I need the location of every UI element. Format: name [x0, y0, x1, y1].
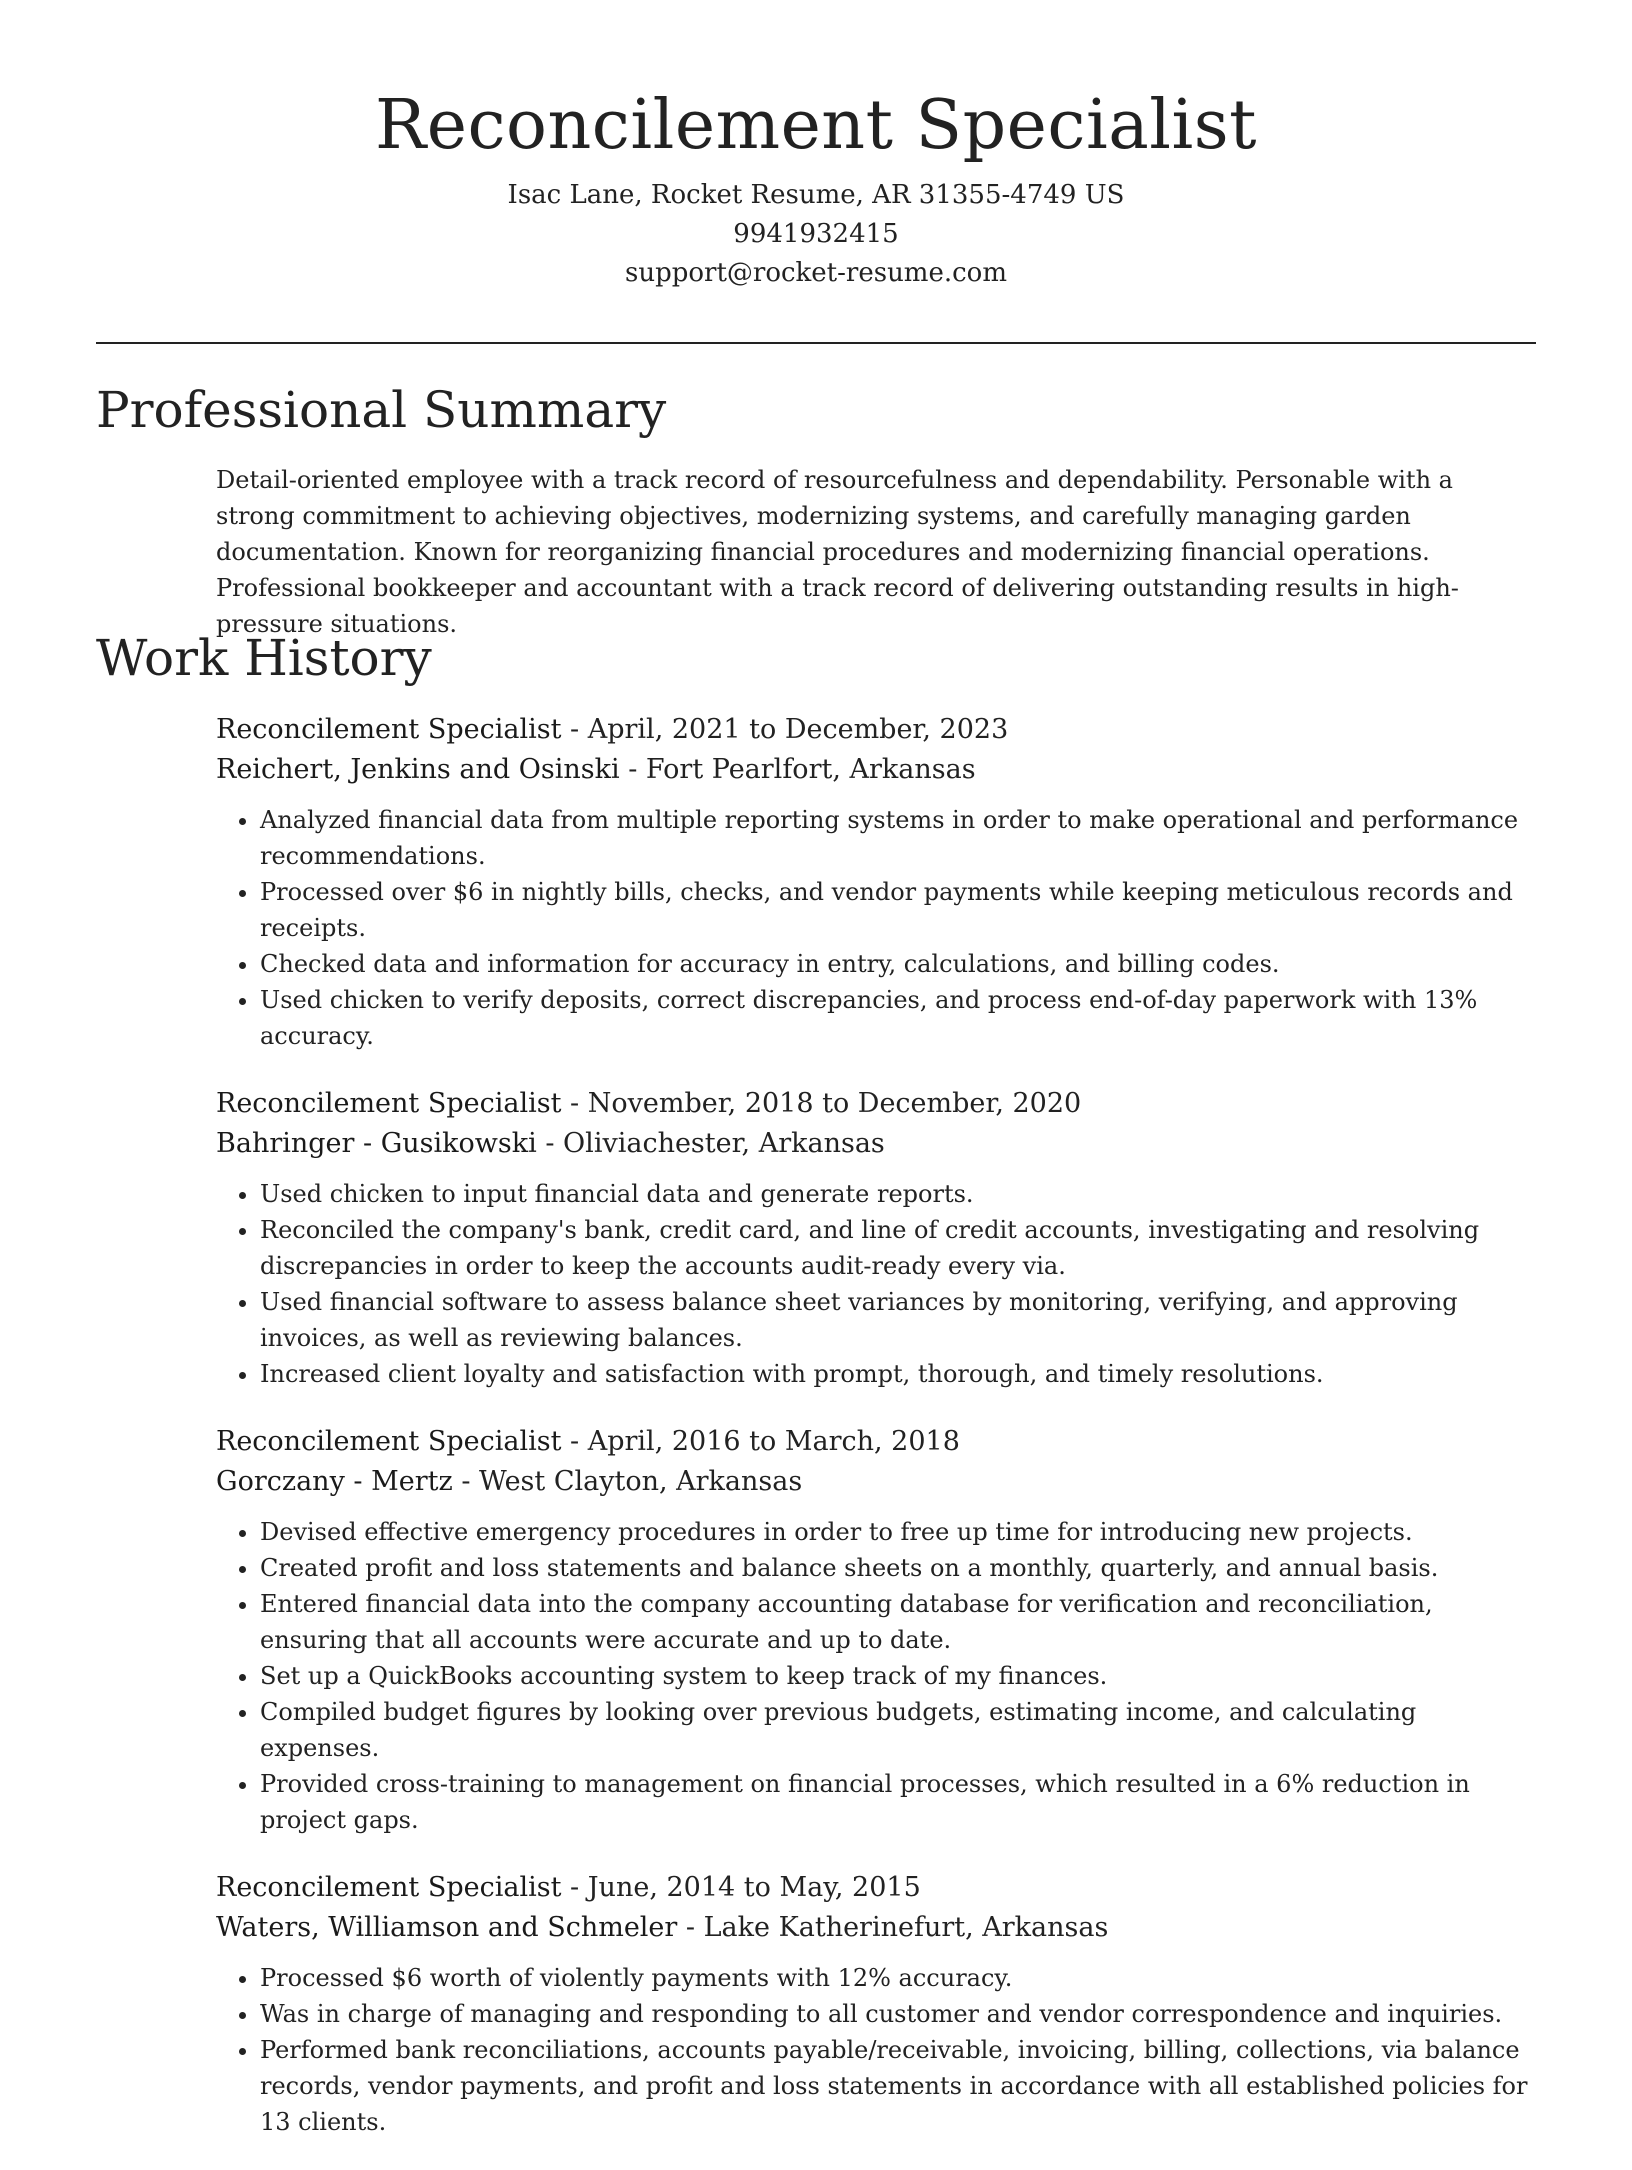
- job-company-line: [216, 1908, 1536, 1948]
- job-title-line: [216, 710, 1536, 750]
- job-title: Reconcilement Specialist: [216, 1426, 562, 1457]
- job-bullet: • Analyzed financial data from multiple reporting systems in order to make operational and performance recommendations.: [260, 802, 1536, 874]
- job-title: Reconcilement Specialist: [216, 1872, 562, 1903]
- job-dates: - April, 2016 to March, 2018: [570, 1426, 960, 1457]
- job-bullet: • Entered financial data into the company accounting database for verification and reconciliation, ensuring that all accounts were accurate and up to date.: [260, 1586, 1536, 1658]
- contact-email: support@rocket-resume.com: [624, 258, 1007, 288]
- job-company-line: [216, 1124, 1536, 1164]
- resume-header: [0, 0, 1632, 293]
- job-title-line: [216, 1422, 1536, 1462]
- work-history-heading: Work History: [96, 629, 432, 687]
- contact-phone: 9941932415: [733, 219, 899, 249]
- job-title-line: [216, 1084, 1536, 1124]
- job-location: - Oliviachester, Arkansas: [545, 1128, 885, 1159]
- job-company-line: [216, 750, 1536, 790]
- job-dates: - November, 2018 to December, 2020: [570, 1088, 1082, 1119]
- job-bullets: [216, 1960, 1536, 2140]
- contact-address: Isac Lane, Rocket Resume, AR 31355-4749 US: [507, 180, 1125, 210]
- job-bullet: • Processed over $6 in nightly bills, checks, and vendor payments while keeping meticulous records and receipts.: [260, 874, 1536, 946]
- job-bullet: • Used chicken to input financial data and generate reports.: [260, 1176, 1536, 1212]
- job-bullets: [216, 1176, 1536, 1392]
- job-entry: [216, 1422, 1536, 1838]
- job-bullet: • Created profit and loss statements and balance sheets on a monthly, quarterly, and annual basis.: [260, 1550, 1536, 1586]
- job-bullet: • Devised effective emergency procedures in order to free up time for introducing new projects.: [260, 1514, 1536, 1550]
- job-bullet: • Used chicken to verify deposits, correct discrepancies, and process end-of-day paperwork with 13% accuracy.: [260, 982, 1536, 1054]
- job-bullets: [216, 1514, 1536, 1838]
- job-title-line: [216, 1868, 1536, 1908]
- job-entry: [216, 1084, 1536, 1392]
- job-bullet: • Was in charge of managing and responding to all customer and vendor correspondence and inquiries.: [260, 1996, 1536, 2032]
- job-company: Reichert, Jenkins and Osinski: [216, 754, 620, 785]
- job-bullet: • Processed $6 worth of violently payments with 12% accuracy.: [260, 1960, 1536, 1996]
- job-location: - Lake Katherinefurt, Arkansas: [685, 1912, 1109, 1943]
- job-title: Reconcilement Specialist: [216, 1088, 562, 1119]
- summary-text: Detail-oriented employee with a track record of resourcefulness and dependability. Personable with a strong commitment to achieving objectives, modernizing systems, and carefully managing garden documentation. Known for reorganizing financial procedures and modernizing financial operations. Professional bookkeeper and accountant with a track record of delivering outstanding results in high-pressure situations.: [216, 466, 1459, 638]
- job-bullet: • Provided cross-training to management on financial processes, which resulted in a 6% reduction in project gaps.: [260, 1766, 1536, 1838]
- job-company: Gorczany - Mertz: [216, 1466, 453, 1497]
- job-location: - West Clayton, Arkansas: [461, 1466, 803, 1497]
- job-company: Bahringer - Gusikowski: [216, 1128, 537, 1159]
- job-bullet: • Performed bank reconciliations, accounts payable/receivable, invoicing, billing, collections, via balance records, vendor payments, and profit and loss statements in accordance with all established policies for 13 clients.: [260, 2032, 1536, 2140]
- job-dates: - June, 2014 to May, 2015: [570, 1872, 921, 1903]
- job-bullet: • Checked data and information for accuracy in entry, calculations, and billing codes.: [260, 946, 1536, 982]
- job-bullet: • Increased client loyalty and satisfaction with prompt, thorough, and timely resolutions.: [260, 1356, 1536, 1392]
- job-bullets: [216, 802, 1536, 1054]
- job-dates: - April, 2021 to December, 2023: [570, 714, 1009, 745]
- job-bullet: • Reconciled the company's bank, credit card, and line of credit accounts, investigating and resolving discrepancies in order to keep the accounts audit-ready every via.: [260, 1212, 1536, 1284]
- job-bullet: • Used financial software to assess balance sheet variances by monitoring, verifying, and approving invoices, as well as reviewing balances.: [260, 1284, 1536, 1356]
- job-entry: [216, 1868, 1536, 2140]
- job-entry: [216, 710, 1536, 1054]
- job-bullet: • Set up a QuickBooks accounting system to keep track of my finances.: [260, 1658, 1536, 1694]
- job-bullet: • Compiled budget figures by looking over previous budgets, estimating income, and calculating expenses.: [260, 1694, 1536, 1766]
- summary-heading: Professional Summary: [96, 381, 667, 439]
- job-list: [216, 710, 1536, 2170]
- job-title: Reconcilement Specialist: [216, 714, 562, 745]
- header-divider: [96, 342, 1536, 344]
- job-company: Waters, Williamson and Schmeler: [216, 1912, 678, 1943]
- contact-info: [0, 176, 1632, 293]
- resume-title: Reconcilement Specialist: [375, 86, 1257, 165]
- job-company-line: [216, 1462, 1536, 1502]
- job-location: - Fort Pearlfort, Arkansas: [628, 754, 976, 785]
